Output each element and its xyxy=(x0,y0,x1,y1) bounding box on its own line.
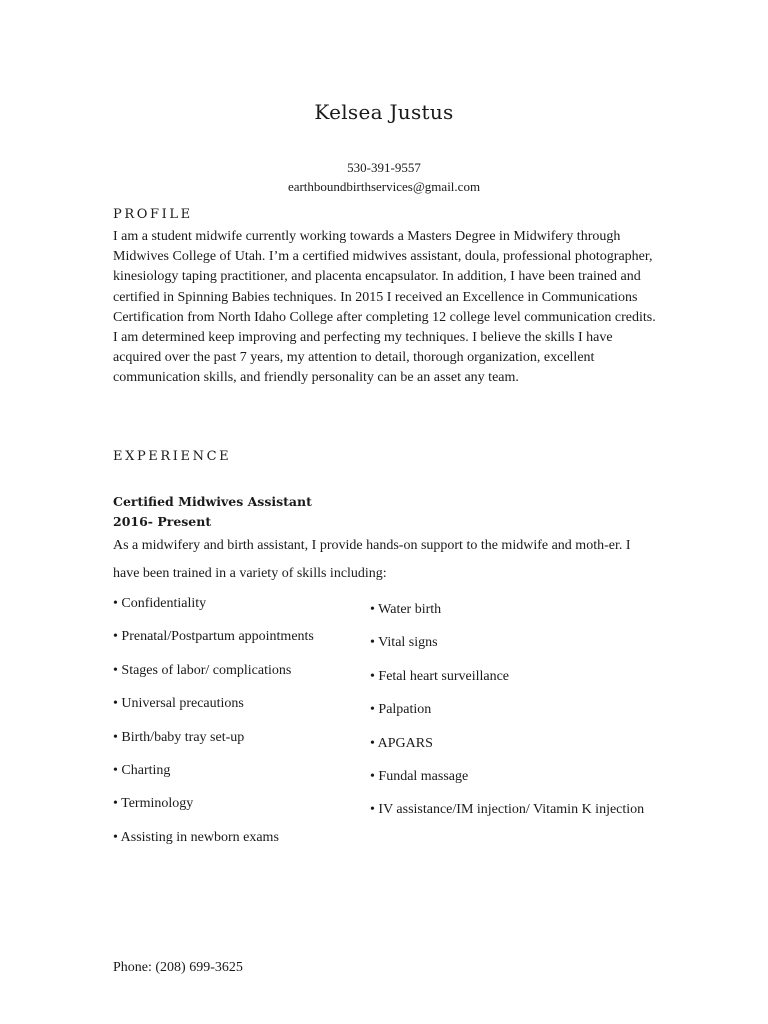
skill-item: • APGARS xyxy=(370,735,433,751)
skill-item: • Birth/baby tray set-up xyxy=(113,729,245,745)
candidate-name: Kelsea Justus xyxy=(314,100,454,124)
skill-item: • Terminology xyxy=(113,796,194,812)
skill-item: • Vital signs xyxy=(370,635,438,651)
job-description: As a midwifery and birth assistant, I provide hands-on support to the midwife and moth-er. I have been trained in a variety of skills including: xyxy=(113,538,631,581)
skill-item: • IV assistance/IM injection/ Vitamin K injection xyxy=(370,802,645,818)
skill-item: • Universal precautions xyxy=(113,696,244,712)
skill-item: • Stages of labor/ complications xyxy=(113,662,292,678)
skill-item: • Prenatal/Postpartum appointments xyxy=(113,629,314,645)
job-title: Certified Midwives Assistant xyxy=(113,494,312,509)
skill-item: • Palpation xyxy=(370,702,432,718)
skill-item: • Assisting in newborn exams xyxy=(113,829,279,845)
contact-phone: 530-391-9557 xyxy=(347,160,421,175)
skill-item: • Water birth xyxy=(370,602,442,617)
experience-heading: EXPERIENCE xyxy=(113,449,232,464)
skill-item: • Fetal heart surveillance xyxy=(370,668,510,684)
contact-info xyxy=(0,158,768,196)
footer-phone: Phone: (208) 699-3625 xyxy=(113,960,243,975)
profile-text: I am a student midwife currently working towards a Masters Degree in Midwifery through Midwives College of Utah. I’m a certified midwives assistant, doula, professional photographer, kinesiology taping practitioner, and placenta encapsulator. In addition, I have been trained and certified in Spinning Babies techniques. In 2015 I received an Excellence in Communications Certification from North Idaho College after completing 12 college level communication credits. I am determined keep improving and perfecting my techniques. I believe the skills I have acquired over the past 7 years, my attention to detail, thorough organization, excellent communication skills, and friendly personality can be an asset any team. xyxy=(113,229,656,386)
skills-list-right xyxy=(370,602,644,836)
job-dates: 2016- Present xyxy=(113,514,212,529)
skill-item: • Confidentiality xyxy=(113,596,207,611)
skill-item: • Charting xyxy=(113,762,171,778)
skill-item: • Fundal massage xyxy=(370,768,469,784)
profile-heading: PROFILE xyxy=(113,207,193,222)
skills-list-left xyxy=(113,596,314,863)
contact-email: earthboundbirthservices@gmail.com xyxy=(287,179,481,194)
